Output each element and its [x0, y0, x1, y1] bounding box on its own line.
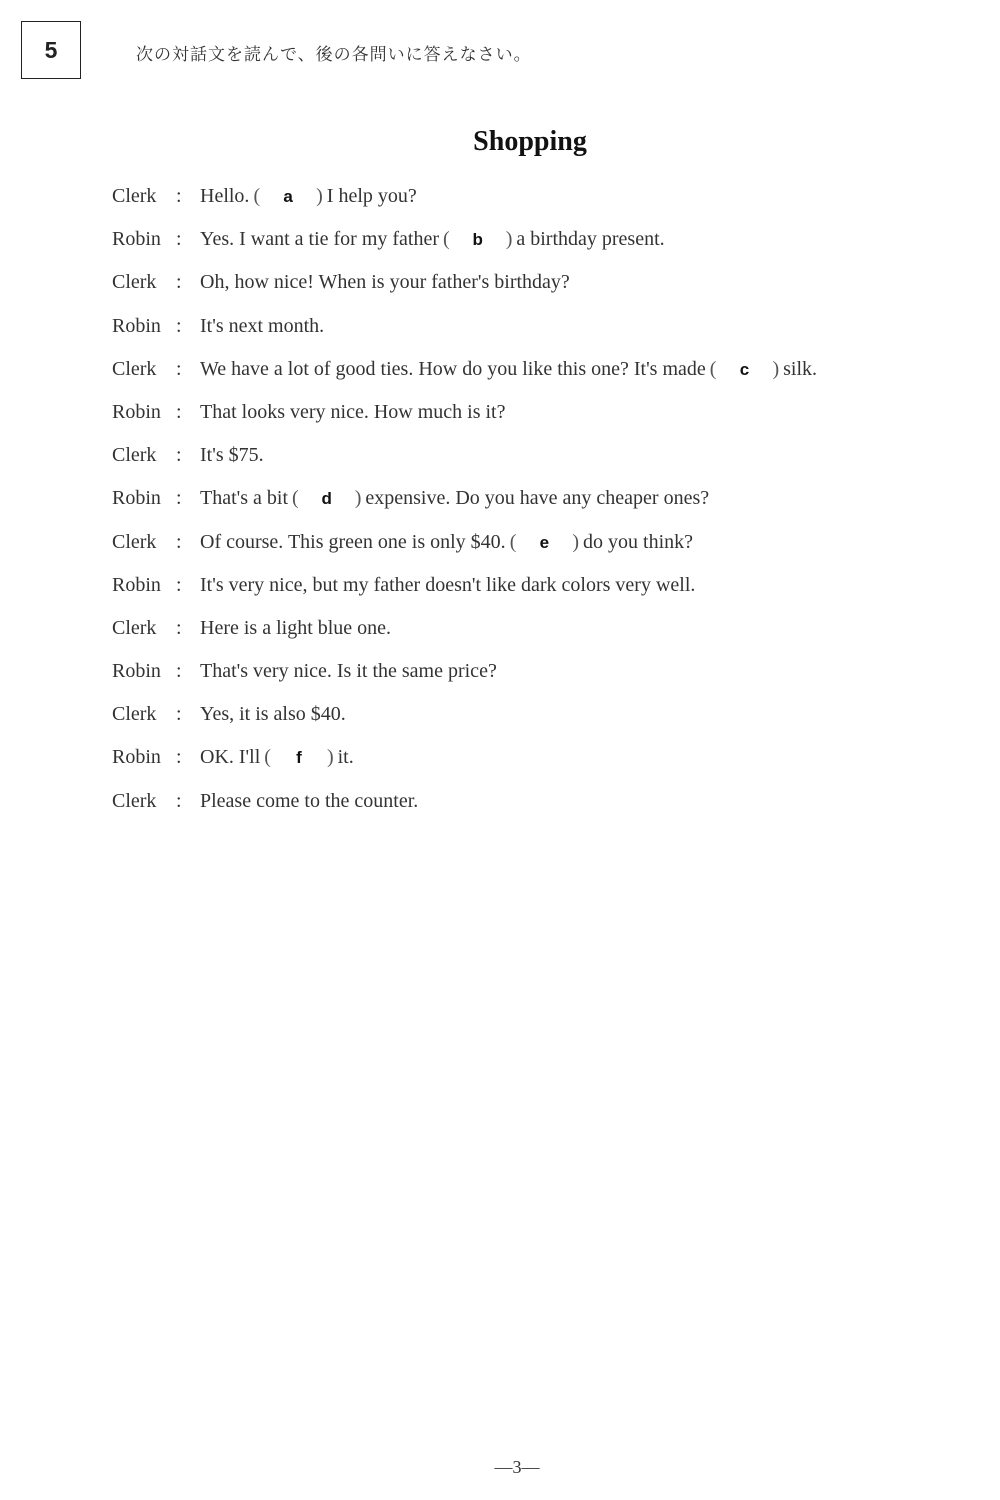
speaker-name: Robin: [112, 573, 161, 596]
blank-letter: d: [321, 489, 332, 509]
blank-letter: f: [296, 748, 302, 768]
speaker-colon: :: [176, 228, 182, 251]
speaker-name: Clerk: [112, 789, 157, 812]
blank-letter: b: [472, 230, 483, 250]
speaker-name: Clerk: [112, 703, 157, 726]
instruction-text: 次の対話文を読んで、後の各問いに答えなさい。: [136, 45, 532, 65]
line-text: Of course. This green one is only $40.: [200, 530, 506, 553]
dialogue-line: [112, 487, 992, 530]
blank-a: ( a ): [253, 185, 323, 207]
line-text: Yes. I want a tie for my father: [200, 228, 440, 251]
dialogue-line: [112, 271, 992, 314]
line-text: That's very nice. Is it the same price?: [200, 660, 497, 683]
line-text: Here is a light blue one.: [200, 616, 392, 639]
speaker-name: Robin: [112, 660, 161, 683]
speaker-name: Robin: [112, 228, 161, 251]
line-text: silk.: [783, 357, 818, 380]
line-text: We have a lot of good ties. How do you like this one? It's made: [200, 357, 706, 380]
dialogue-line: [112, 660, 992, 703]
line-text: OK. I'll: [200, 746, 261, 769]
dialogue-line: [112, 790, 992, 833]
blank-f: ( f ): [264, 746, 334, 769]
dialogue-line: [112, 228, 992, 271]
dialogue-line: [112, 531, 992, 574]
speaker-name: Robin: [112, 400, 161, 423]
line-text: It's very nice, but my father doesn't like dark colors very well.: [200, 573, 696, 596]
speaker-colon: :: [176, 573, 182, 596]
speaker-colon: :: [176, 185, 182, 207]
speaker-colon: :: [176, 789, 182, 812]
dialogue-line: [112, 746, 992, 789]
speaker-name: Robin: [112, 487, 161, 510]
speaker-colon: :: [176, 703, 182, 726]
dialogue-line: [112, 358, 992, 401]
blank-e: ( e ): [509, 530, 580, 553]
blank-letter: e: [539, 532, 550, 552]
line-text: It's $75.: [200, 444, 264, 467]
dialogue: [112, 185, 992, 833]
speaker-name: Robin: [112, 314, 161, 337]
speaker-colon: :: [176, 660, 182, 683]
blank-c: ( c ): [709, 357, 780, 380]
speaker-colon: :: [176, 271, 182, 294]
blank-letter: c: [739, 359, 750, 379]
dialogue-line: [112, 574, 992, 617]
speaker-colon: :: [176, 400, 182, 423]
line-text: Please come to the counter.: [200, 789, 419, 812]
dialogue-line: [112, 401, 992, 444]
speaker-colon: :: [176, 357, 182, 380]
line-text: I help you?: [326, 185, 417, 207]
blank-d: ( d ): [292, 487, 362, 510]
speaker-name: Robin: [112, 746, 161, 769]
speaker-colon: :: [176, 444, 182, 467]
speaker-name: Clerk: [112, 271, 157, 294]
speaker-name: Clerk: [112, 444, 157, 467]
line-text: Oh, how nice! When is your father's birthday?: [200, 271, 570, 294]
line-text: it.: [337, 746, 354, 769]
speaker-colon: :: [176, 746, 182, 769]
line-text: Hello.: [200, 185, 250, 207]
line-text: That looks very nice. How much is it?: [200, 400, 506, 423]
speaker-name: Clerk: [112, 530, 157, 553]
line-text: Yes, it is also $40.: [200, 703, 346, 726]
speaker-name: Clerk: [112, 616, 157, 639]
speaker-name: Clerk: [112, 185, 157, 207]
dialogue-line: [112, 703, 992, 746]
speaker-colon: :: [176, 616, 182, 639]
dialogue-line: [112, 617, 992, 660]
line-text: It's next month.: [200, 314, 325, 337]
speaker-colon: :: [176, 314, 182, 337]
dialogue-line: [112, 315, 992, 358]
blank-b: ( b ): [443, 228, 513, 251]
line-text: That's a bit: [200, 487, 289, 510]
passage-title: Shopping: [473, 126, 587, 157]
speaker-colon: :: [176, 487, 182, 510]
dialogue-line: [112, 185, 992, 228]
speaker-name: Clerk: [112, 357, 157, 380]
line-text: expensive. Do you have any cheaper ones?: [365, 487, 710, 510]
page-number: —3—: [494, 1457, 540, 1477]
dialogue-line: [112, 444, 992, 487]
line-text: a birthday present.: [516, 228, 665, 251]
question-number-box: 5: [21, 21, 81, 79]
line-text: do you think?: [583, 530, 694, 553]
blank-letter: a: [283, 187, 293, 206]
speaker-colon: :: [176, 530, 182, 553]
